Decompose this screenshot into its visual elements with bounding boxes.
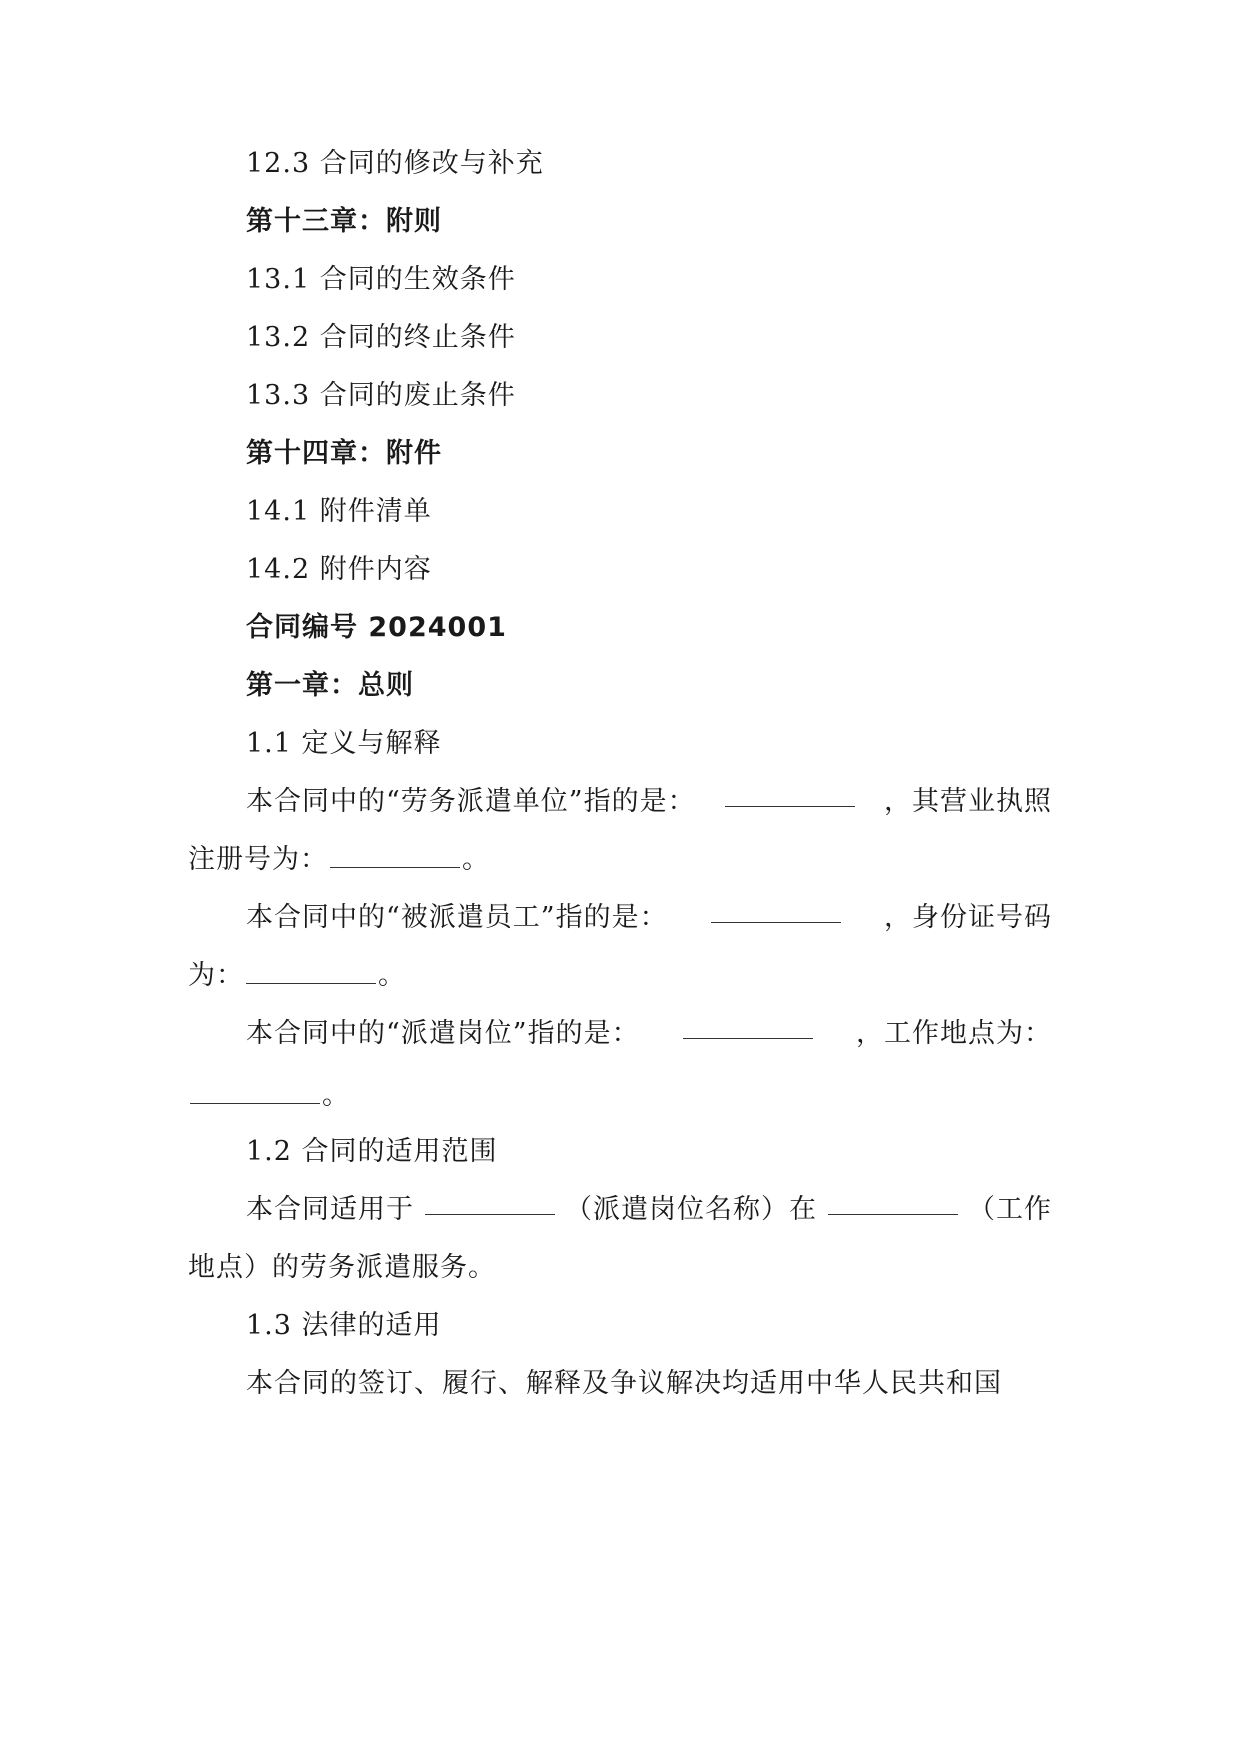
paragraph-dispatch-unit-line1 <box>246 784 1052 820</box>
section-14-2: 14.2 附件内容 <box>246 554 432 585</box>
fill-blank-work-location[interactable] <box>190 1081 320 1104</box>
paragraph-position-line1 <box>246 1016 1052 1052</box>
document-page <box>188 0 1052 1753</box>
paragraph-text: 本合同中的“被派遣员工”指的是： <box>246 902 668 933</box>
fill-blank-dispatch-unit[interactable] <box>725 784 855 807</box>
paragraph-law-line1: 本合同的签订、履行、解释及争议解决均适用中华人民共和国 <box>246 1368 1002 1399</box>
paragraph-position-line2 <box>188 1078 350 1114</box>
paragraph-text: 本合同适用于 <box>246 1194 414 1225</box>
contract-number: 合同编号 2024001 <box>246 612 507 643</box>
paragraph-text: 为： <box>188 960 244 991</box>
section-14-1: 14.1 附件清单 <box>246 496 432 527</box>
paragraph-text: ，工作地点为： <box>855 1018 1052 1049</box>
paragraph-text: （工作 <box>968 1194 1052 1225</box>
paragraph-text: （派遣岗位名称）在 <box>565 1194 817 1225</box>
paragraph-text: ，其营业执照 <box>883 786 1052 817</box>
section-13-3: 13.3 合同的废止条件 <box>246 380 516 411</box>
section-13-1: 13.1 合同的生效条件 <box>246 264 516 295</box>
paragraph-text: 本合同中的“劳务派遣单位”指的是： <box>246 786 696 817</box>
fill-blank-id-number[interactable] <box>246 961 376 984</box>
paragraph-text: 。 <box>462 844 490 875</box>
section-13-2: 13.2 合同的终止条件 <box>246 322 516 353</box>
section-12-3: 12.3 合同的修改与补充 <box>246 148 544 179</box>
paragraph-text: 。 <box>378 960 406 991</box>
section-1-2: 1.2 合同的适用范围 <box>246 1136 498 1167</box>
section-1-1: 1.1 定义与解释 <box>246 728 442 759</box>
paragraph-employee-line1 <box>246 900 1052 936</box>
section-1-3: 1.3 法律的适用 <box>246 1310 442 1341</box>
fill-blank-employee-name[interactable] <box>711 900 841 923</box>
paragraph-text: ，身份证号码 <box>883 902 1052 933</box>
paragraph-text: 。 <box>322 1080 350 1111</box>
paragraph-employee-line2 <box>188 958 406 994</box>
fill-blank-license-number[interactable] <box>330 845 460 868</box>
paragraph-scope-line1 <box>246 1192 1052 1228</box>
fill-blank-position-name[interactable] <box>425 1192 555 1215</box>
chapter-13-heading: 第十三章：附则 <box>246 206 442 237</box>
chapter-1-heading: 第一章：总则 <box>246 670 414 701</box>
paragraph-dispatch-unit-line2 <box>188 842 490 878</box>
paragraph-scope-line2: 地点）的劳务派遣服务。 <box>188 1252 496 1283</box>
fill-blank-position[interactable] <box>683 1016 813 1039</box>
fill-blank-work-place[interactable] <box>828 1192 958 1215</box>
paragraph-text: 注册号为： <box>188 844 328 875</box>
paragraph-text: 本合同中的“派遣岗位”指的是： <box>246 1018 640 1049</box>
chapter-14-heading: 第十四章：附件 <box>246 438 442 469</box>
